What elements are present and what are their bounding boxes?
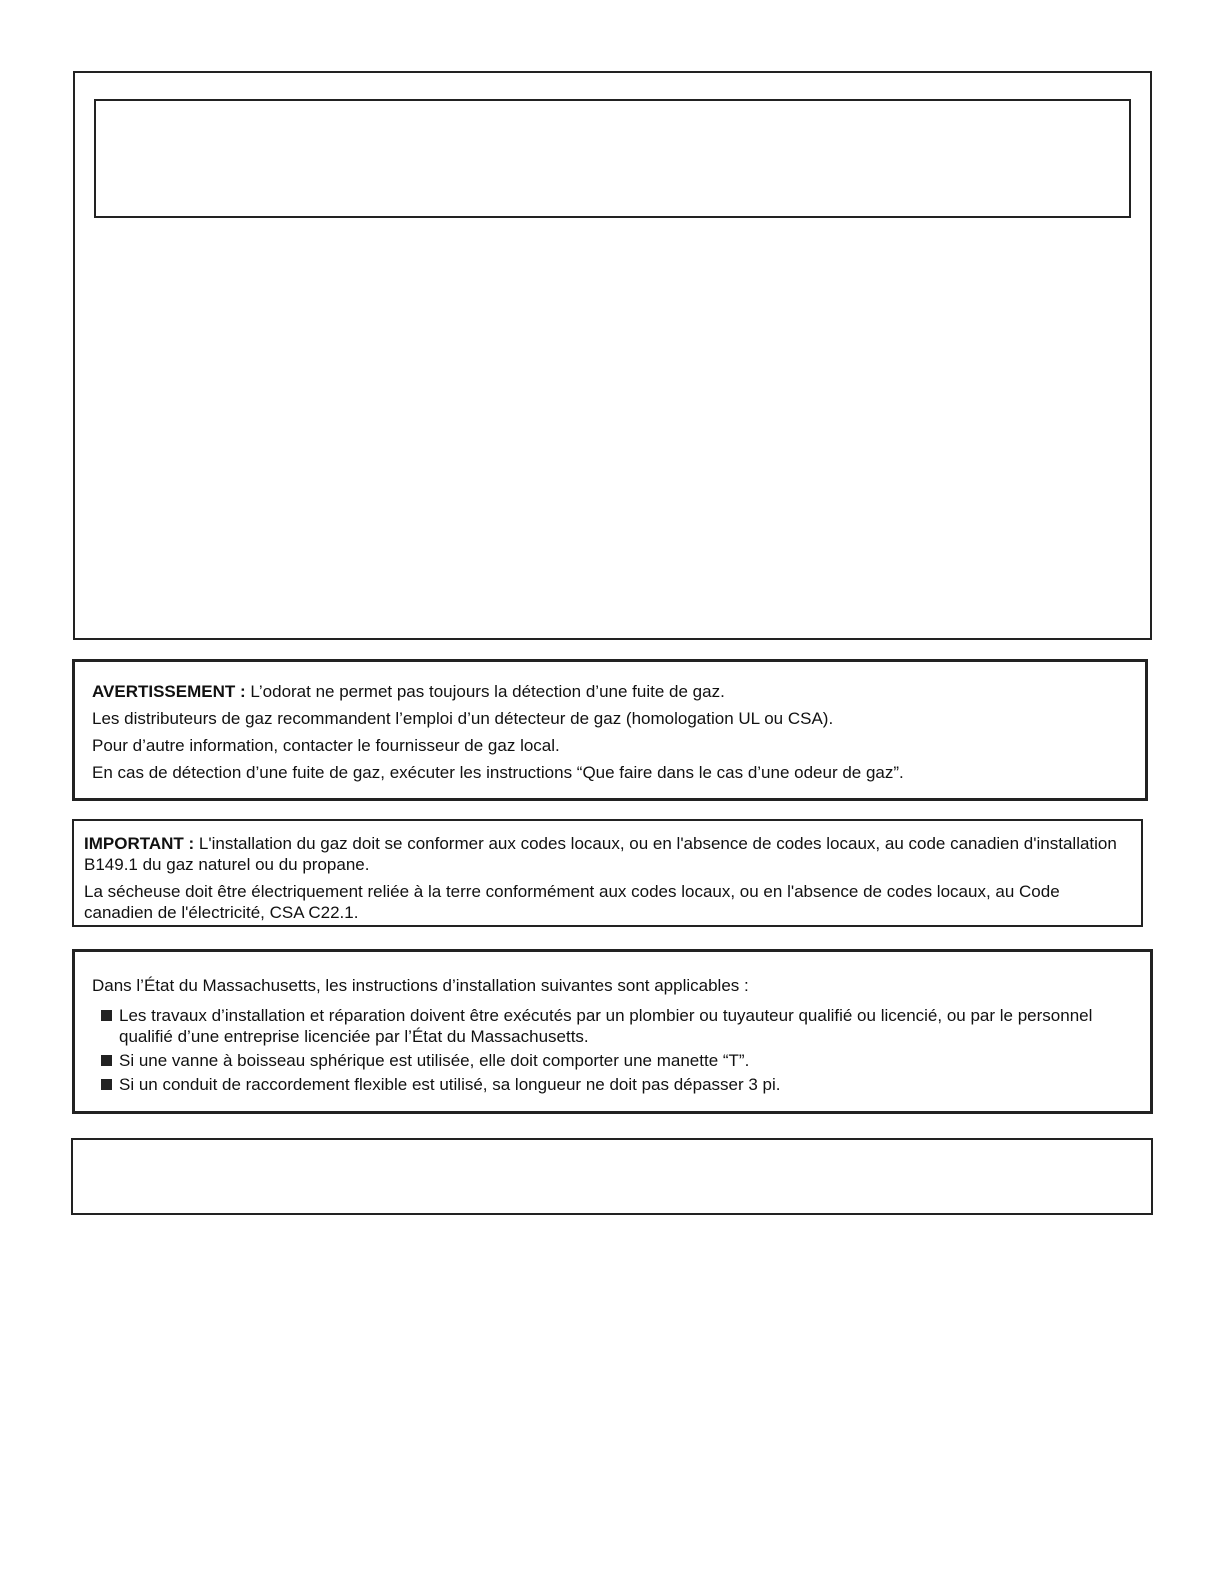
square-bullet-icon [101, 1055, 112, 1066]
list-item: Les travaux d’installation et réparation doivent être exécutés par un plombier ou tuyauteur qualifié ou licencié, ou par le personnel qualifié d’une entreprise licenciée par l’État du Massachusetts. [92, 1005, 1133, 1047]
warning-line-1: AVERTISSEMENT : L’odorat ne permet pas toujours la détection d’une fuite de gaz. [92, 682, 725, 701]
important-paragraph-2: La sécheuse doit être électriquement reliée à la terre conformément aux codes locaux, ou en l'absence de codes locaux, au Code canadien de l'électricité, CSA C22.1. [84, 882, 1060, 922]
inner-header-box [94, 99, 1131, 218]
bottom-box [71, 1138, 1153, 1215]
square-bullet-icon [101, 1010, 112, 1021]
important-paragraph-1: IMPORTANT : L'installation du gaz doit se conformer aux codes locaux, ou en l'absence de codes locaux, au code canadien d'installation B149.1 du gaz naturel ou du propane. [84, 834, 1117, 874]
massachusetts-intro: Dans l’État du Massachusetts, les instructions d’installation suivantes sont applicables : [92, 976, 749, 995]
square-bullet-icon [101, 1079, 112, 1090]
warning-line-2: Les distributeurs de gaz recommandent l’emploi d’un détecteur de gaz (homologation UL ou CSA). [92, 709, 834, 728]
massachusetts-box [72, 949, 1153, 1114]
warning-box [72, 659, 1148, 801]
warning-line-3: Pour d’autre information, contacter le fournisseur de gaz local. [92, 736, 560, 755]
warning-label: AVERTISSEMENT : [92, 682, 246, 701]
warning-line-4: En cas de détection d’une fuite de gaz, exécuter les instructions “Que faire dans le cas d’une odeur de gaz”. [92, 763, 904, 782]
list-item: Si un conduit de raccordement flexible est utilisé, sa longueur ne doit pas dépasser 3 pi. [92, 1074, 1133, 1095]
list-item: Si une vanne à boisseau sphérique est utilisée, elle doit comporter une manette “T”. [92, 1050, 1133, 1071]
important-label: IMPORTANT : [84, 834, 195, 853]
massachusetts-list [92, 1005, 1133, 1095]
important-box [72, 819, 1143, 927]
